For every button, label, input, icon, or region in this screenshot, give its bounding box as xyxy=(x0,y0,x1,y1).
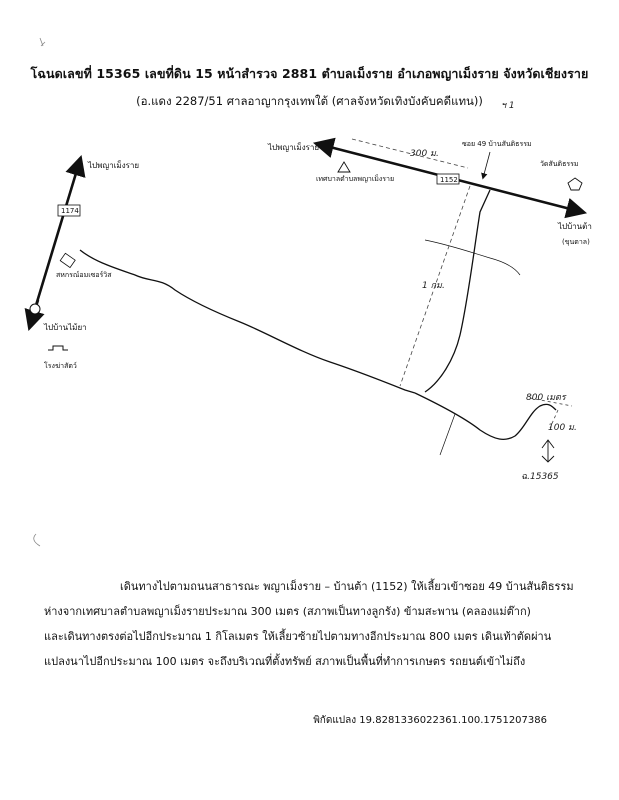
parcel-location-marker xyxy=(542,440,554,462)
canal xyxy=(425,240,520,275)
route-1174-label: 1174 xyxy=(61,207,79,215)
description-line: แปลงนาไปอีกประมาณ 100 เมตร จะถึงบริเวณที่ตั้งทรัพย์ สภาพเป็นพื้นที่ทำการเกษตร รถยนต์เข้าไม่ถึง xyxy=(44,655,526,668)
page-title: โฉนดเลขที่ 15365 เลขที่ดิน 15 หน้าสำรวจ 2881 ตำบลเม็งราย อำเภอพญาเม็งราย จังหวัดเชียงราย xyxy=(30,66,589,81)
label-temple: วัดสันติธรรม xyxy=(540,160,579,168)
page-subtitle: (อ.แดง 2287/51 ศาลอาญากรุงเทพใต้ (ศาลจังหวัดเทิงบังคับคดีแทน)) xyxy=(136,94,483,108)
slaughterhouse-icon xyxy=(48,346,68,350)
label-soi-49: ซอย 49 บ้านสันติธรรม xyxy=(462,140,532,148)
label-distance-100: 100 ม. xyxy=(548,423,577,433)
scan-mark xyxy=(40,38,45,46)
municipality-icon xyxy=(338,162,350,172)
highway-1174 xyxy=(34,160,80,312)
label-distance-800: 800 เมตร xyxy=(526,393,566,403)
description-line: ห่างจากเทศบาลตำบลพญาเม็งรายประมาณ 300 เมตร (สภาพเป็นทางลูกรัง) ข้ามสะพาน (คลองแม่ต๊าก) xyxy=(44,605,531,618)
label-ban-ta-sub: (ขุนตาล) xyxy=(562,238,590,246)
label-distance-1km: 1 กม. xyxy=(422,281,445,291)
label-to-ban-mai-ya: ไปบ้านไม้ยา xyxy=(44,323,87,332)
label-parcel: ฉ.15365 xyxy=(521,472,559,482)
label-cooperative: สหกรณ์อมเซอร์วิส xyxy=(56,271,112,279)
parcel-coordinates: พิกัดแปลง 19.8281336022361.100.1751207386 xyxy=(313,715,547,726)
label-to-ban-ta: ไปบ้านต้า xyxy=(558,222,592,231)
subtitle-note: ฯ 1 xyxy=(501,101,515,111)
junction-marker xyxy=(30,304,40,314)
route-1152-label: 1152 xyxy=(440,176,458,184)
label-distance-300: 300 ม. xyxy=(410,149,439,159)
local-road xyxy=(80,250,415,393)
highway-1152-west-arrow xyxy=(318,144,330,147)
scan-mark xyxy=(34,534,40,546)
label-to-phaya-mengrai-left: ไปพญาเม็งราย xyxy=(88,161,140,170)
direction-description xyxy=(44,574,604,674)
label-municipality: เทศบาลตำบลพญาเม็งราย xyxy=(316,175,395,183)
field-boundary xyxy=(440,414,455,455)
temple-icon xyxy=(568,178,582,190)
description-line: และเดินทางตรงต่อไปอีกประมาณ 1 กิโลเมตร ให้เลี้ยวซ้ายไปตามทางอีกประมาณ 800 เมตร เดินเท้าตัดผ่าน xyxy=(44,630,552,643)
soi-49-pointer xyxy=(483,152,490,178)
label-slaughterhouse: โรงฆ่าสัตว์ xyxy=(44,362,77,370)
cooperative-building-icon xyxy=(60,253,75,267)
soi-49-road xyxy=(425,190,490,392)
description-line: เดินทางไปตามถนนสาธารณะ พญาเม็งราย – บ้านต้า (1152) ให้เลี้ยวเข้าซอย 49 บ้านสันติธรรม xyxy=(120,580,574,593)
label-to-phaya-mengrai-top: ไปพญาเม็งราย xyxy=(268,143,320,152)
